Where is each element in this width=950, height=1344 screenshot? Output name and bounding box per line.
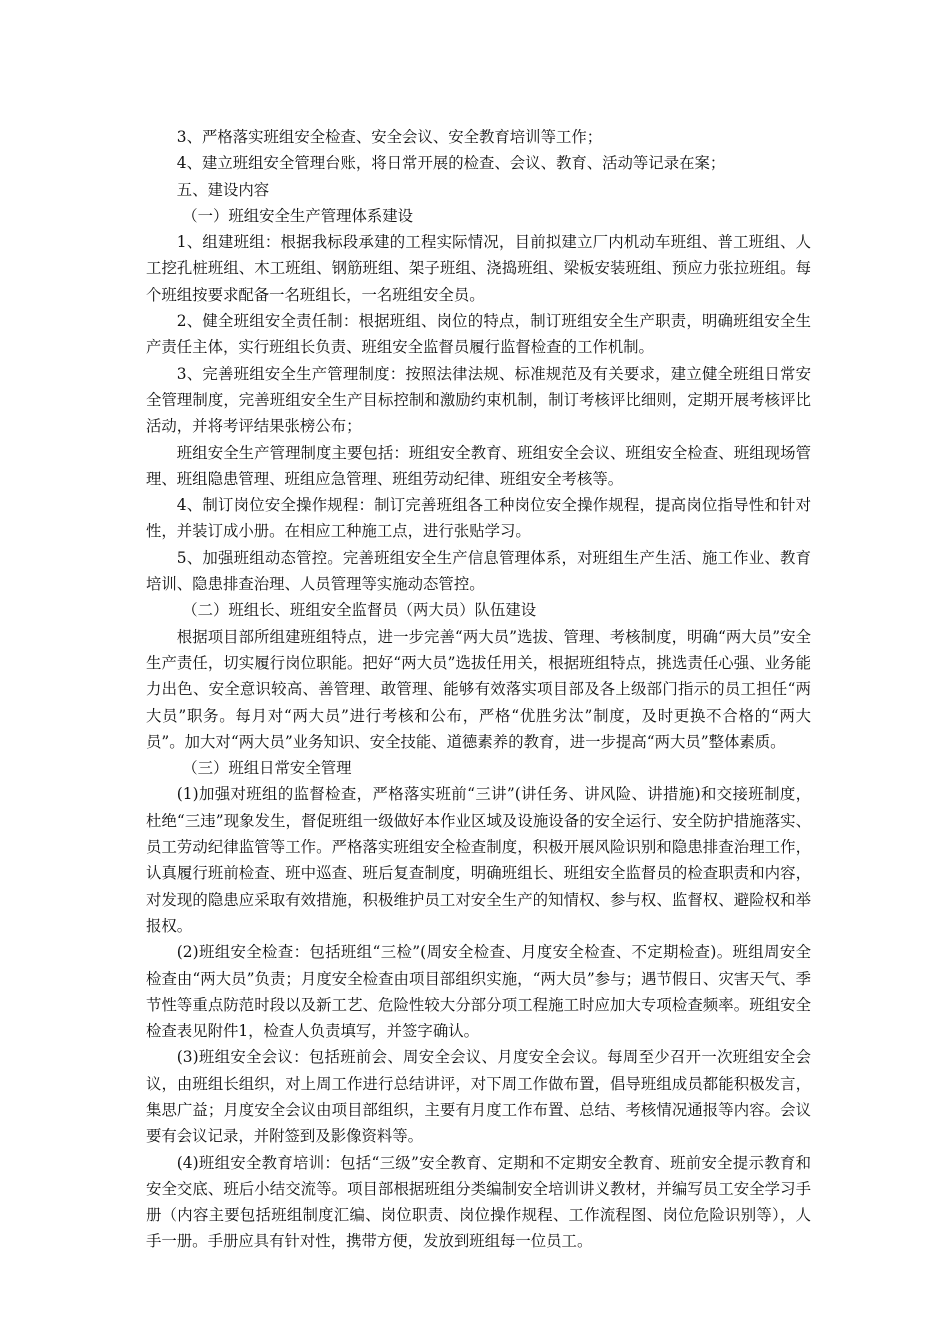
paragraph-item-4: 4、建立班组安全管理台账，将日常开展的检查、会议、教育、活动等记录在案； [176, 154, 726, 173]
paragraph-item-3: 3、严格落实班组安全检查、安全会议、安全教育培训等工作； [176, 128, 603, 146]
subsection-heading-daily-management: （三）班组日常安全管理 [182, 759, 352, 778]
paragraph-supervision: (1)加强对班组的监督检查，严格落实班前“三讲”(讲任务、讲风险、讲措施)和交接班制度，杜绝“三违”现象发生，督促班组一级做好本作业区域及设施设备的安全运行、安全防护措施落实、员工劳动纪律监管等工作。严格落实班组安全检查制度，积极开展风险识别和隐患排查治理工作，认真履行班前检查、班中巡查、班后复查制度，明确班组长、班组安全监督员的检查职责和内容，对发现的隐患应采取有效措施，积极维护员工对安全生产的知情权、参与权、监督权、避险权和举报权。 [146, 785, 811, 935]
paragraph-safety-inspection: (2)班组安全检查：包括班组“三检”(周安全检查、月度安全检查、不定期检查)。班组周安全检查由“两大员”负责；月度安全检查由项目部组织实施，“两大员”参与；遇节假日、灾害天气、季节性等重点防范时段以及新工艺、危险性较大分部分项工程施工时应加大专项检查频率。班组安全检查表见附件1，检查人负责填写，并签字确认。 [146, 943, 811, 1041]
paragraph-safety-meetings: (3)班组安全会议：包括班前会、周安全会议、月度安全会议。每周至少召开一次班组安全会议，由班组长组织，对上周工作进行总结讲评，对下周工作做布置，倡导班组成员都能积极发言，集思广益；月度安全会议由项目部组织，主要有月度工作布置、总结、考核情况通报等内容。会议要有会议记录，并附签到及影像资料等。 [146, 1048, 811, 1146]
document-page [146, 124, 811, 1255]
section-heading-construction-content: 五、建设内容 [176, 180, 270, 199]
paragraph-operating-procedures: 4、制订岗位安全操作规程：制订完善班组各工种岗位安全操作规程，提高岗位指导性和针对性，并装订成小册。在相应工种施工点，进行张贴学习。 [146, 496, 811, 541]
paragraph-management-rules: 3、完善班组安全生产管理制度：按照法律法规、标准规范及有关要求，建立健全班组日常安全管理制度，完善班组安全生产目标控制和激励约束机制，制订考核评比细则，定期开展考核评比活动，并将考评结果张榜公布； [146, 364, 811, 436]
paragraph-safety-training: (4)班组安全教育培训：包括“三级”安全教育、定期和不定期安全教育、班前安全提示教育和安全交底、班后小结交流等。项目部根据班组分类编制安全培训讲义教材，并编写员工安全学习手册（内容主要包括班组制度汇编、岗位职责、岗位操作规程、工作流程图、岗位危险识别等），人手一册。手册应具有针对性，携带方便，发放到班组每一位员工。 [146, 1153, 811, 1251]
paragraph-dynamic-control: 5、加强班组动态管控。完善班组安全生产信息管理体系，对班组生产生活、施工作业、教育培训、隐患排查治理、人员管理等实施动态管控。 [146, 548, 811, 594]
subsection-heading-management-system: （一）班组安全生产管理体系建设 [182, 206, 414, 225]
paragraph-two-staff-building: 根据项目部所组建班组特点，进一步完善“两大员”选拔、管理、考核制度，明确“两大员”安全生产责任，切实履行岗位职能。把好“两大员”选拔任用关，根据班组特点，挑选责任心强、业务能力出色、安全意识较高、善管理、敢管理、能够有效落实项目部及各上级部门指示的员工担任“两大员”职务。每月对“两大员”进行考核和公布，严格“优胜劣汰”制度，及时更换不合格的“两大员”。加大对“两大员”业务知识、安全技能、道德素养的教育，进一步提高“两大员”整体素质。 [146, 627, 811, 751]
paragraph-responsibility-system: 2、健全班组安全责任制：根据班组、岗位的特点，制订班组安全生产职责，明确班组安全生产责任主体，实行班组长负责、班组安全监督员履行监督检查的工作机制。 [146, 312, 811, 357]
paragraph-form-teams: 1、组建班组：根据我标段承建的工程实际情况，目前拟建立厂内机动车班组、普工班组、人工挖孔桩班组、木工班组、钢筋班组、架子班组、浇捣班组、梁板安装班组、预应力张拉班组。每个班组按要求配备一名班组长，一名班组安全员。 [146, 233, 811, 304]
subsection-heading-two-staff: （二）班组长、班组安全监督员（两大员）队伍建设 [182, 601, 537, 620]
paragraph-rules-contents: 班组安全生产管理制度主要包括：班组安全教育、班组安全会议、班组安全检查、班组现场管理、班组隐患管理、班组应急管理、班组劳动纪律、班组安全考核等。 [146, 443, 811, 488]
